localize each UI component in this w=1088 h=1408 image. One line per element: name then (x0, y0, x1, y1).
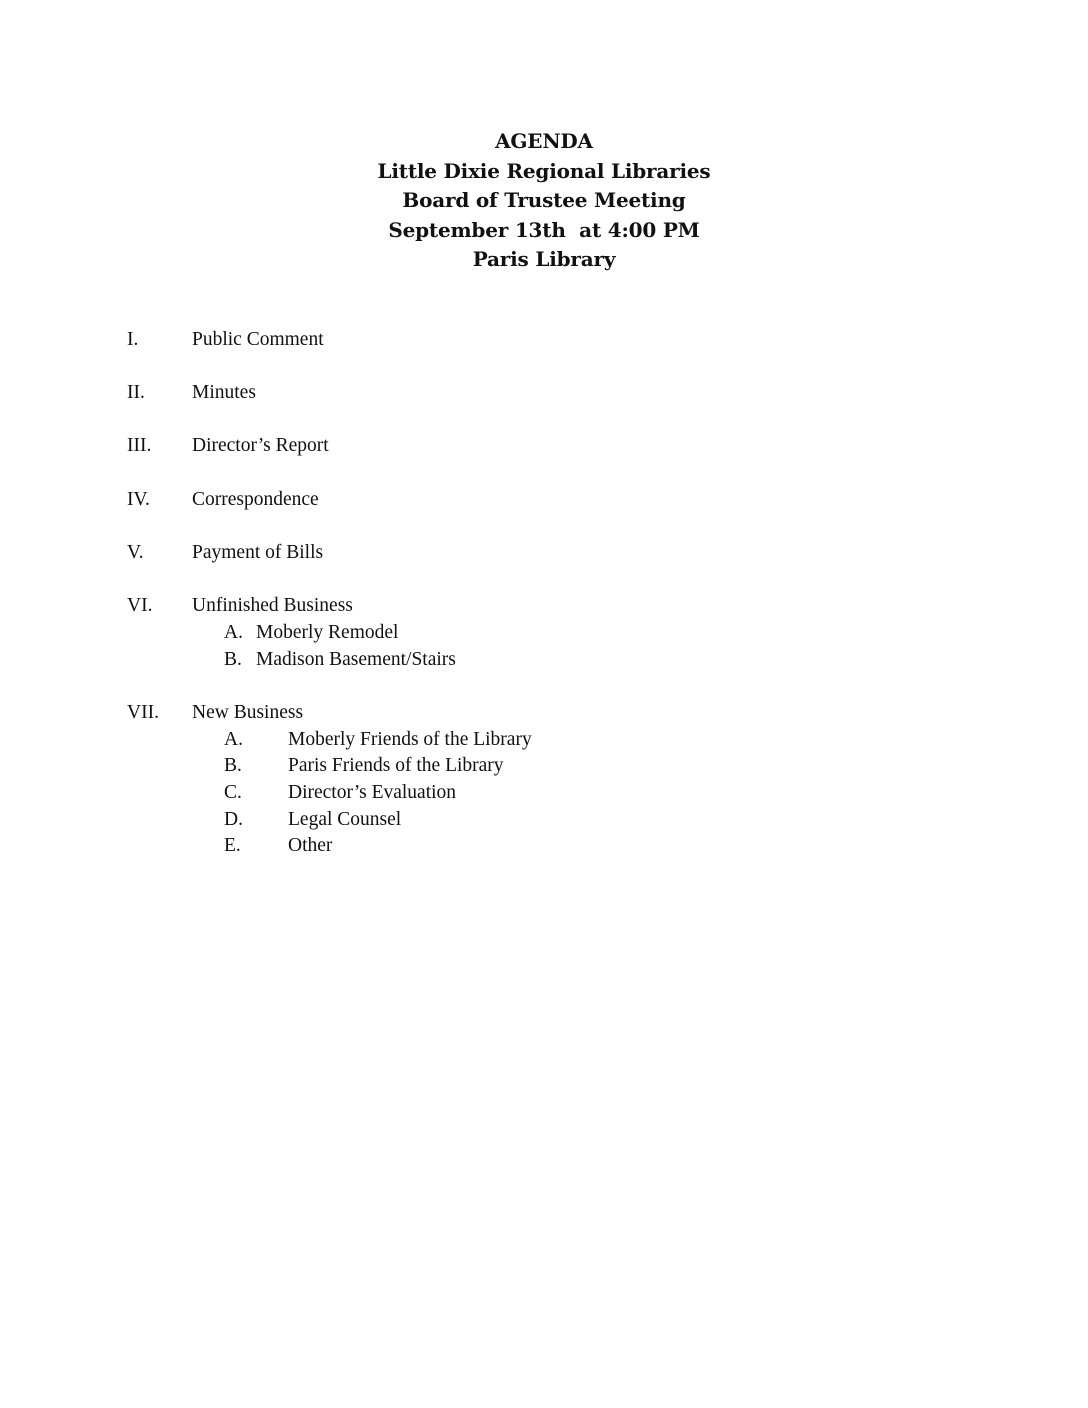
header-location: Paris Library (472, 247, 616, 271)
subitem-label: Director’s Evaluation (288, 782, 457, 803)
agenda-item-numeral: IV. (127, 489, 150, 510)
agenda-item-label: Unfinished Business (192, 595, 353, 616)
agenda-item-label: Director’s Report (192, 435, 329, 456)
subitem-letter: B. (224, 755, 242, 776)
subitem-label: Paris Friends of the Library (288, 755, 504, 776)
subitem-letter: A. (224, 729, 243, 750)
subitem-label: Moberly Remodel (256, 622, 399, 643)
subitem-label: Legal Counsel (288, 809, 402, 830)
agenda-item-numeral: II. (127, 382, 145, 403)
subitem-letter: A. (224, 622, 243, 643)
subitem-label: Other (288, 835, 333, 856)
subitem-letter: C. (224, 782, 242, 803)
agenda-item-label: Payment of Bills (192, 542, 324, 563)
header-organization: Little Dixie Regional Libraries (377, 158, 711, 183)
agenda-item-label: Minutes (192, 382, 256, 403)
agenda-item-label: Public Comment (192, 329, 324, 350)
agenda-item-numeral: VI. (127, 595, 153, 616)
subitem-letter: E. (224, 835, 241, 856)
subitem-label: Madison Basement/Stairs (256, 649, 456, 670)
agenda-item-numeral: V. (127, 542, 144, 563)
header-title: AGENDA (495, 129, 593, 153)
header-meeting-type: Board of Trustee Meeting (402, 188, 686, 212)
agenda-item-numeral: VII. (127, 702, 159, 723)
agenda-item-numeral: III. (127, 435, 152, 456)
subitem-label: Moberly Friends of the Library (288, 729, 532, 750)
agenda-item-numeral: I. (127, 329, 139, 350)
header-date-time: September 13th at 4:00 PM (388, 217, 700, 242)
agenda-item-label: Correspondence (192, 489, 319, 510)
subitem-letter: D. (224, 809, 243, 830)
subitem-letter: B. (224, 649, 242, 670)
agenda-item-label: New Business (192, 702, 304, 723)
